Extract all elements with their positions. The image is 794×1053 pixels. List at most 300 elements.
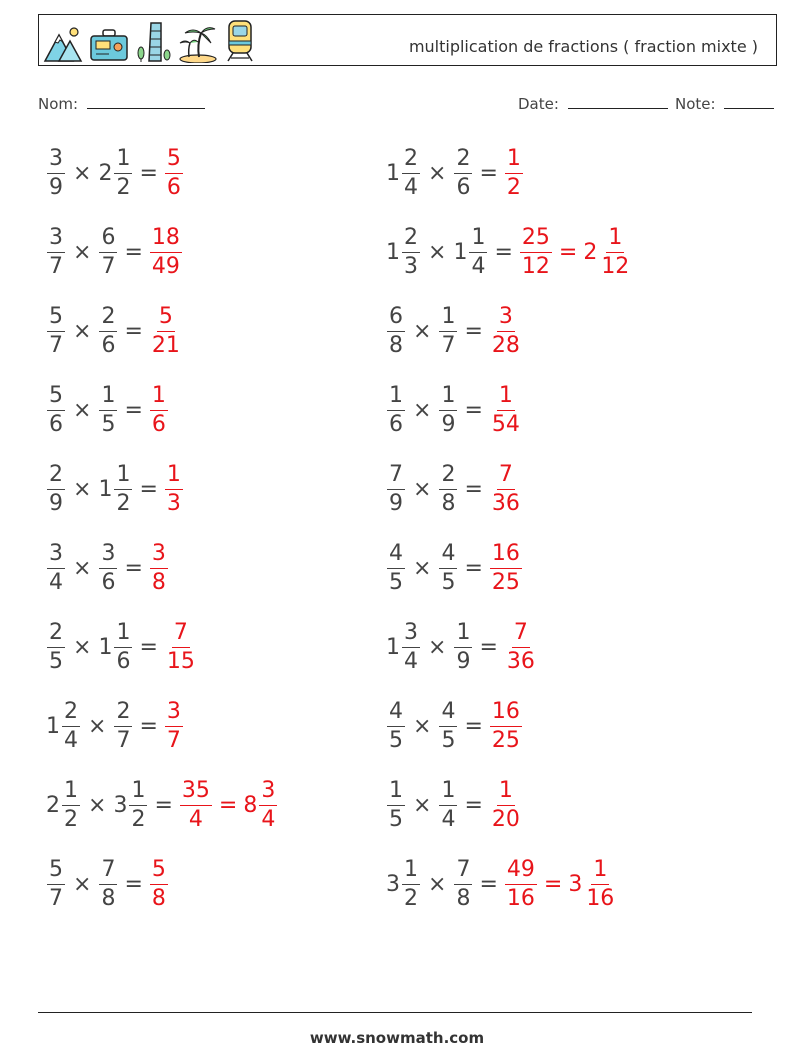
operand-b-whole: 1: [98, 476, 113, 502]
answer: [149, 303, 183, 358]
operand-b-fraction: [99, 382, 117, 437]
operand-b-denominator: 7: [101, 253, 116, 279]
answer-fraction: [150, 540, 168, 595]
answer-fraction: [490, 777, 522, 832]
operand-b-denominator: 2: [131, 806, 146, 832]
operand-a-denominator: 6: [49, 411, 63, 437]
operand-b-denominator: 8: [456, 885, 471, 911]
answer-numerator: 1: [165, 464, 183, 490]
times-sign: ×: [73, 634, 92, 660]
operand-a-denominator: 7: [49, 332, 63, 358]
answer-numerator: 1: [497, 385, 515, 411]
answer-numerator: 1: [150, 385, 168, 411]
operand-b-fraction: [439, 777, 457, 832]
equals-sign: =: [139, 634, 158, 660]
answer-fraction: [165, 145, 183, 200]
problem-1: [46, 143, 184, 203]
problem-16: [386, 696, 523, 756]
operand-a-fraction: [62, 698, 80, 753]
operand-a-fraction: [47, 619, 65, 674]
operand-a-fraction: [47, 540, 65, 595]
operand-a-whole: 1: [386, 239, 400, 265]
operand-b-fraction: [439, 540, 457, 595]
operand-b-numerator: 1: [114, 148, 132, 174]
answer-denominator: 3: [166, 490, 181, 516]
answer: [164, 698, 184, 753]
answer-fraction: [505, 856, 537, 911]
answer-equals-sign: =: [543, 871, 563, 897]
operand-b-denominator: 6: [116, 648, 131, 674]
times-sign: ×: [413, 555, 432, 581]
note-field[interactable]: [675, 94, 774, 113]
answer: [164, 461, 184, 516]
operand-a-numerator: 2: [62, 701, 80, 727]
answer: [164, 619, 198, 674]
operand-a-fraction: [402, 619, 420, 674]
answer-fraction: [150, 856, 168, 911]
operand-a-whole: 3: [386, 871, 400, 897]
operand-b-numerator: 2: [99, 306, 117, 332]
problem-11: [46, 538, 169, 598]
answer-denominator: 36: [506, 648, 535, 674]
answer-denominator: 16: [506, 885, 535, 911]
operand-b-fraction: [114, 698, 132, 753]
answer-denominator: 6: [151, 411, 166, 437]
answer-fraction: [490, 461, 522, 516]
answer-numerator: 3: [150, 543, 168, 569]
answer-fraction: [599, 224, 631, 279]
operand-b-numerator: 4: [439, 701, 457, 727]
operand-b-fraction: [114, 145, 132, 200]
operand-a-fraction: [47, 303, 65, 358]
date-field[interactable]: [518, 94, 668, 113]
problem-9: [46, 459, 184, 519]
name-line[interactable]: [87, 94, 205, 109]
operand-b-numerator: 7: [99, 859, 117, 885]
operand-a-numerator: 4: [387, 701, 405, 727]
operand-a-whole: 1: [386, 634, 400, 660]
answer-numerator: 7: [172, 622, 190, 648]
answer-fraction: [520, 224, 552, 279]
answer-denominator: 7: [166, 727, 181, 753]
problem-18: [386, 775, 523, 835]
answer-fraction: [165, 461, 183, 516]
operand-a-whole: 1: [46, 713, 60, 739]
operand-a-fraction: [402, 224, 420, 279]
operand-a-numerator: 5: [47, 859, 65, 885]
operand-a-denominator: 4: [404, 648, 418, 674]
answer-numerator: 1: [591, 859, 609, 885]
operand-a-fraction: [47, 145, 65, 200]
times-sign: ×: [88, 792, 107, 818]
problem-13: [46, 617, 198, 677]
operand-a-fraction: [387, 303, 405, 358]
operand-b-denominator: 4: [441, 806, 456, 832]
note-line[interactable]: [724, 94, 774, 109]
answer: [489, 698, 523, 753]
answer-numerator: 35: [180, 780, 212, 806]
operand-b-numerator: 2: [439, 464, 457, 490]
operand-a-numerator: 1: [387, 385, 405, 411]
operand-b-fraction: [439, 382, 457, 437]
answer-denominator: 49: [151, 253, 180, 279]
problem-5: [46, 301, 183, 361]
answer-whole: 2: [583, 239, 598, 265]
times-sign: ×: [428, 239, 447, 265]
operand-b-denominator: 5: [441, 569, 456, 595]
answer-fraction: [505, 619, 537, 674]
answer-fraction: [490, 698, 522, 753]
times-sign: ×: [428, 634, 447, 660]
answer-numerator: 7: [497, 464, 515, 490]
operand-b-denominator: 9: [441, 411, 456, 437]
operand-a-numerator: 2: [402, 227, 420, 253]
operand-a-numerator: 2: [47, 464, 65, 490]
answer-denominator: 20: [491, 806, 520, 832]
operand-a-numerator: 3: [47, 148, 65, 174]
operand-a-numerator: 5: [47, 385, 65, 411]
answer-denominator: 36: [491, 490, 520, 516]
equals-sign: =: [464, 397, 483, 423]
answer: [504, 619, 538, 674]
answer-denominator: 2: [506, 174, 521, 200]
answer-numerator: 49: [505, 859, 537, 885]
operand-b-numerator: 1: [129, 780, 147, 806]
operand-b-denominator: 2: [116, 490, 131, 516]
answer-denominator: 16: [586, 885, 615, 911]
operand-a-fraction: [47, 382, 65, 437]
answer-numerator: 3: [165, 701, 183, 727]
problem-6: [386, 301, 523, 361]
answer-denominator: 25: [491, 569, 520, 595]
operand-b-numerator: 1: [114, 622, 132, 648]
operand-a-denominator: 5: [389, 569, 403, 595]
name-label: Nom:: [38, 95, 79, 113]
operand-b-denominator: 4: [471, 253, 486, 279]
operand-a-denominator: 5: [389, 806, 403, 832]
times-sign: ×: [73, 476, 92, 502]
times-sign: ×: [73, 239, 92, 265]
operand-b-fraction: [454, 619, 472, 674]
operand-a-denominator: 9: [389, 490, 403, 516]
problem-4: [386, 222, 632, 282]
answer: [519, 224, 632, 279]
answer-fraction: [584, 856, 616, 911]
problem-20: [386, 854, 617, 914]
train-icon: [225, 19, 255, 63]
answer-fraction: [150, 224, 182, 279]
operand-b-denominator: 6: [101, 332, 116, 358]
answer: [489, 382, 523, 437]
times-sign: ×: [428, 871, 447, 897]
times-sign: ×: [73, 871, 92, 897]
header-icons: [43, 19, 255, 63]
operand-b-numerator: 2: [114, 701, 132, 727]
answer: [149, 224, 183, 279]
operand-a-denominator: 9: [49, 490, 63, 516]
operand-b-denominator: 8: [101, 885, 116, 911]
answer-fraction: [490, 540, 522, 595]
operand-b-denominator: 6: [456, 174, 471, 200]
answer-denominator: 8: [151, 569, 166, 595]
operand-b-fraction: [439, 303, 457, 358]
equals-sign: =: [139, 713, 158, 739]
date-line[interactable]: [568, 94, 668, 109]
operand-a-fraction: [387, 698, 405, 753]
operand-b-fraction: [439, 461, 457, 516]
operand-b-denominator: 7: [441, 332, 456, 358]
footer-divider: [38, 1012, 752, 1013]
answer-denominator: 12: [521, 253, 550, 279]
problem-10: [386, 459, 523, 519]
operand-a-whole: 2: [46, 792, 60, 818]
equals-sign: =: [124, 318, 143, 344]
answer-numerator: 5: [157, 306, 175, 332]
operand-b-fraction: [99, 540, 117, 595]
answer-denominator: 21: [151, 332, 180, 358]
answer-fraction: [259, 777, 277, 832]
answer: [504, 856, 617, 911]
operand-a-fraction: [387, 540, 405, 595]
answer-denominator: 4: [188, 806, 203, 832]
operand-a-fraction: [47, 224, 65, 279]
answer: [179, 777, 278, 832]
operand-a-denominator: 2: [404, 885, 418, 911]
operand-b-fraction: [454, 145, 472, 200]
answer-numerator: 18: [150, 227, 182, 253]
problem-15: [46, 696, 184, 756]
footer-url: www.snowmath.com: [309, 1029, 485, 1047]
operand-b-fraction: [469, 224, 487, 279]
operand-a-numerator: 6: [387, 306, 405, 332]
tower-icon: [135, 19, 171, 63]
equals-sign: =: [479, 634, 498, 660]
equals-sign: =: [124, 871, 143, 897]
answer-numerator: 3: [497, 306, 515, 332]
operand-b-numerator: 1: [469, 227, 487, 253]
times-sign: ×: [413, 397, 432, 423]
operand-b-numerator: 1: [439, 306, 457, 332]
note-label: Note:: [675, 95, 716, 113]
equals-sign: =: [139, 476, 158, 502]
operand-b-fraction: [114, 461, 132, 516]
worksheet-title: multiplication de fractions ( fraction mixte ): [408, 37, 758, 56]
operand-a-fraction: [387, 777, 405, 832]
operand-b-denominator: 5: [101, 411, 116, 437]
answer: [149, 540, 169, 595]
operand-b-numerator: 7: [454, 859, 472, 885]
answer-numerator: 7: [512, 622, 530, 648]
mountain-icon: [43, 25, 83, 63]
operand-a-whole: 1: [386, 160, 400, 186]
operand-b-denominator: 8: [441, 490, 456, 516]
answer-numerator: 3: [259, 780, 277, 806]
answer-whole: 3: [568, 871, 583, 897]
equals-sign: =: [154, 792, 173, 818]
equals-sign: =: [479, 160, 498, 186]
operand-b-numerator: 1: [439, 780, 457, 806]
operand-a-denominator: 3: [404, 253, 418, 279]
operand-b-whole: 3: [113, 792, 128, 818]
operand-a-denominator: 9: [49, 174, 63, 200]
times-sign: ×: [73, 397, 92, 423]
operand-a-denominator: 8: [389, 332, 403, 358]
operand-a-fraction: [62, 777, 80, 832]
operand-a-denominator: 5: [49, 648, 63, 674]
problem-19: [46, 854, 169, 914]
problem-7: [46, 380, 169, 440]
palm-island-icon: [177, 21, 219, 63]
answer-fraction: [150, 382, 168, 437]
answer-whole: 8: [243, 792, 258, 818]
equals-sign: =: [124, 239, 143, 265]
operand-a-denominator: 4: [404, 174, 418, 200]
operand-a-denominator: 2: [64, 806, 78, 832]
times-sign: ×: [73, 160, 92, 186]
operand-a-fraction: [387, 382, 405, 437]
answer-numerator: 1: [497, 780, 515, 806]
times-sign: ×: [73, 318, 92, 344]
operand-a-numerator: 7: [387, 464, 405, 490]
equals-sign: =: [124, 555, 143, 581]
operand-a-numerator: 1: [402, 859, 420, 885]
answer-fraction: [165, 619, 197, 674]
answer-denominator: 4: [261, 806, 276, 832]
operand-a-numerator: 1: [62, 780, 80, 806]
operand-b-denominator: 2: [116, 174, 131, 200]
operand-b-numerator: 1: [454, 622, 472, 648]
name-field[interactable]: [38, 94, 205, 113]
answer-fraction: [505, 145, 523, 200]
equals-sign: =: [464, 555, 483, 581]
operand-a-denominator: 4: [64, 727, 78, 753]
operand-b-numerator: 6: [99, 227, 117, 253]
answer-numerator: 5: [150, 859, 168, 885]
operand-b-fraction: [454, 856, 472, 911]
operand-a-denominator: 7: [49, 253, 63, 279]
operand-b-denominator: 7: [116, 727, 131, 753]
equals-sign: =: [479, 871, 498, 897]
times-sign: ×: [73, 555, 92, 581]
answer-equals-sign: =: [558, 239, 578, 265]
date-label: Date:: [518, 95, 559, 113]
answer: [149, 382, 169, 437]
operand-a-fraction: [387, 461, 405, 516]
equals-sign: =: [464, 318, 483, 344]
answer-denominator: 12: [601, 253, 630, 279]
times-sign: ×: [88, 713, 107, 739]
equals-sign: =: [464, 713, 483, 739]
operand-b-numerator: 2: [454, 148, 472, 174]
operand-b-numerator: 1: [99, 385, 117, 411]
operand-a-numerator: 3: [47, 543, 65, 569]
operand-b-fraction: [99, 303, 117, 358]
answer: [489, 540, 523, 595]
worksheet-header: [38, 14, 777, 66]
answer-fraction: [490, 303, 522, 358]
problem-17: [46, 775, 278, 835]
answer: [149, 856, 169, 911]
operand-a-fraction: [47, 856, 65, 911]
operand-a-denominator: 5: [389, 727, 403, 753]
answer: [164, 145, 184, 200]
operand-b-numerator: 1: [114, 464, 132, 490]
equals-sign: =: [464, 792, 483, 818]
answer-numerator: 5: [165, 148, 183, 174]
operand-a-denominator: 6: [389, 411, 403, 437]
answer: [504, 145, 524, 200]
operand-b-whole: 1: [98, 634, 113, 660]
operand-b-fraction: [129, 777, 147, 832]
answer-denominator: 15: [166, 648, 195, 674]
problem-2: [386, 143, 524, 203]
operand-a-fraction: [402, 856, 420, 911]
operand-b-numerator: 1: [439, 385, 457, 411]
operand-a-fraction: [47, 461, 65, 516]
times-sign: ×: [428, 160, 447, 186]
problem-3: [46, 222, 183, 282]
operand-a-denominator: 4: [49, 569, 63, 595]
operand-b-denominator: 5: [441, 727, 456, 753]
answer-denominator: 8: [151, 885, 166, 911]
operand-b-numerator: 4: [439, 543, 457, 569]
operand-b-fraction: [99, 224, 117, 279]
answer-fraction: [490, 382, 522, 437]
times-sign: ×: [413, 792, 432, 818]
operand-b-fraction: [99, 856, 117, 911]
problem-12: [386, 538, 523, 598]
answer-fraction: [180, 777, 212, 832]
operand-a-numerator: 5: [47, 306, 65, 332]
problem-8: [386, 380, 523, 440]
equals-sign: =: [464, 476, 483, 502]
answer-numerator: 16: [490, 543, 522, 569]
suitcase-icon: [89, 27, 129, 63]
answer: [489, 777, 523, 832]
operand-a-fraction: [402, 145, 420, 200]
operand-b-denominator: 9: [456, 648, 471, 674]
operand-b-denominator: 6: [101, 569, 116, 595]
answer-numerator: 16: [490, 701, 522, 727]
operand-a-denominator: 7: [49, 885, 63, 911]
answer-fraction: [150, 303, 182, 358]
answer-fraction: [165, 698, 183, 753]
operand-a-numerator: 1: [387, 780, 405, 806]
equals-sign: =: [139, 160, 158, 186]
operand-b-whole: 2: [98, 160, 113, 186]
operand-b-fraction: [439, 698, 457, 753]
answer-equals-sign: =: [218, 792, 238, 818]
answer-denominator: 25: [491, 727, 520, 753]
answer-denominator: 54: [491, 411, 520, 437]
answer-denominator: 28: [491, 332, 520, 358]
operand-b-whole: 1: [453, 239, 468, 265]
operand-a-numerator: 2: [402, 148, 420, 174]
times-sign: ×: [413, 476, 432, 502]
equals-sign: =: [124, 397, 143, 423]
answer-numerator: 25: [520, 227, 552, 253]
times-sign: ×: [413, 318, 432, 344]
operand-a-numerator: 4: [387, 543, 405, 569]
equals-sign: =: [494, 239, 513, 265]
answer-numerator: 1: [505, 148, 523, 174]
operand-a-numerator: 3: [47, 227, 65, 253]
operand-a-numerator: 3: [402, 622, 420, 648]
operand-b-fraction: [114, 619, 132, 674]
operand-a-numerator: 2: [47, 622, 65, 648]
operand-b-numerator: 3: [99, 543, 117, 569]
problem-14: [386, 617, 538, 677]
